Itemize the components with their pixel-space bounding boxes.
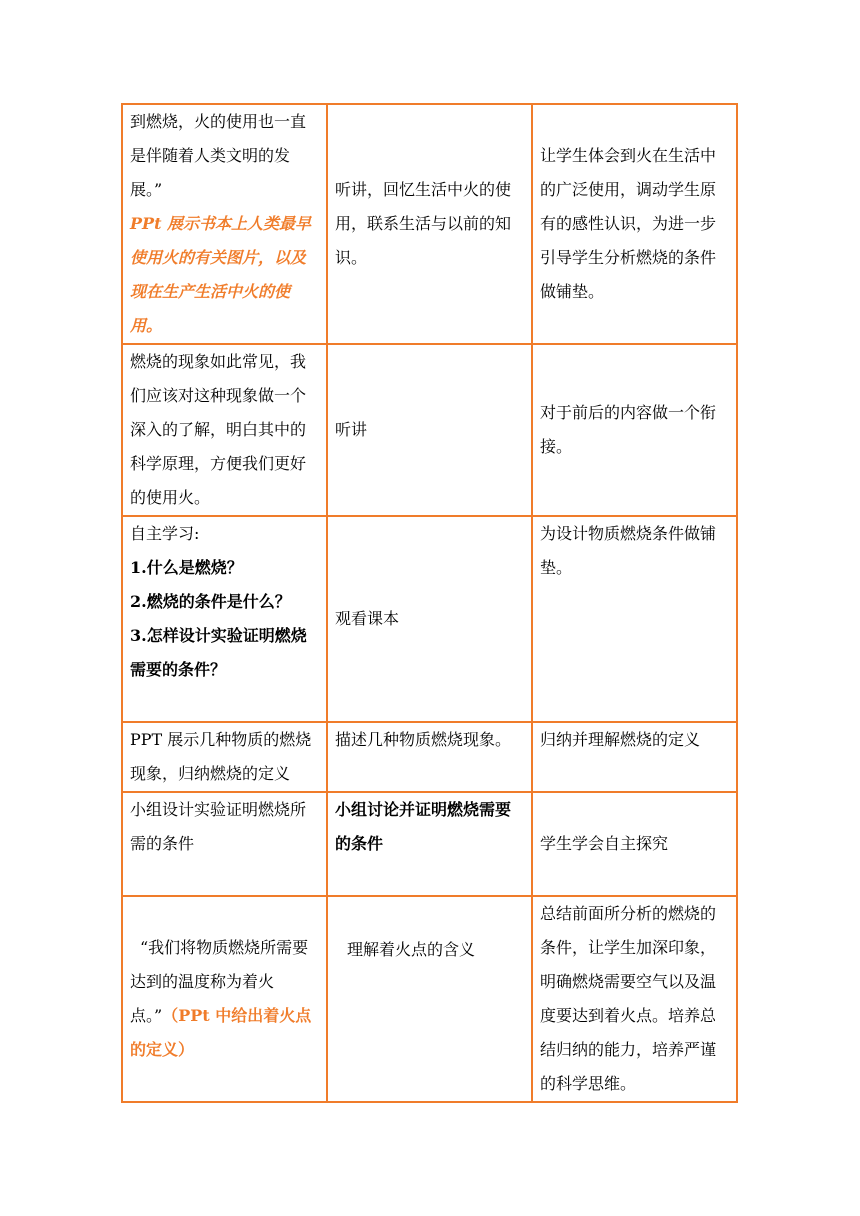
student-activity-text: 描述几种物质燃烧现象。 — [335, 730, 512, 749]
student-activity-text: 理解着火点的含义 — [347, 940, 476, 959]
teacher-activity-text: PPT 展示几种物质的燃烧现象，归纳燃烧的定义 — [130, 730, 312, 783]
student-activity-text: 观看课本 — [335, 609, 400, 628]
teacher-activity-cell — [122, 896, 327, 1102]
lesson-plan-table — [121, 103, 738, 1103]
ppt-note: （PPt 中给出着火点的定义） — [130, 1006, 312, 1059]
teacher-activity-cell — [122, 344, 327, 516]
design-purpose-text: 总结前面所分析的燃烧的条件，让学生加深印象，明确燃烧需要空气以及温度要达到着火点。培养总结归纳的能力，培养严谨的科学思维。 — [540, 904, 717, 1093]
design-purpose-text: 让学生体会到火在生活中的广泛使用，调动学生原有的感性认识，为进一步引导学生分析燃烧的条件做铺垫。 — [540, 146, 717, 301]
table-row — [122, 792, 737, 896]
table-row — [122, 896, 737, 1102]
teacher-activity-cell — [122, 104, 327, 344]
design-purpose-text: 归纳并理解燃烧的定义 — [540, 730, 701, 749]
ppt-note: PPt 展示书本上人类最早使用火的有关图片，以及现在生产生活中火的使用。 — [130, 214, 312, 335]
design-purpose-cell — [532, 344, 737, 516]
student-activity-cell — [327, 896, 532, 1102]
design-purpose-cell — [532, 104, 737, 344]
question-item: 1.什么是燃烧？ — [130, 558, 243, 577]
student-activity-text: 小组讨论并证明燃烧需要的条件 — [335, 800, 512, 853]
table-row — [122, 516, 737, 722]
teacher-activity-text: 燃烧的现象如此常见，我们应该对这种现象做一个深入的了解，明白其中的科学原理，方便我们更好的使用火。 — [130, 352, 307, 507]
design-purpose-cell — [532, 792, 737, 896]
design-purpose-cell — [532, 722, 737, 792]
teacher-activity-cell — [122, 516, 327, 722]
student-activity-cell — [327, 104, 532, 344]
design-purpose-cell — [532, 896, 737, 1102]
student-activity-text: 听讲 — [335, 420, 368, 439]
student-activity-cell — [327, 722, 532, 792]
teacher-activity-cell — [122, 792, 327, 896]
teacher-activity-cell — [122, 722, 327, 792]
question-item: 2.燃烧的条件是什么？ — [130, 592, 291, 611]
teacher-activity-text: “我们将物质燃烧所需要达到的温度称为着火点。” — [130, 938, 309, 1025]
student-activity-cell — [327, 344, 532, 516]
self-study-heading: 自主学习: — [130, 524, 200, 543]
student-activity-cell — [327, 792, 532, 896]
design-purpose-text: 对于前后的内容做一个衔接。 — [540, 403, 717, 456]
question-item: 3.怎样设计实验证明燃烧需要的条件？ — [130, 626, 307, 679]
teacher-activity-text: 到燃烧，火的使用也一直是伴随着人类文明的发展。” — [130, 112, 307, 199]
table-row — [122, 104, 737, 344]
design-purpose-text: 学生学会自主探究 — [540, 834, 669, 853]
table-row — [122, 344, 737, 516]
student-activity-text: 听讲，回忆生活中火的使用，联系生活与以前的知识。 — [335, 180, 512, 267]
student-activity-cell — [327, 516, 532, 722]
design-purpose-text: 为设计物质燃烧条件做铺垫。 — [540, 524, 717, 577]
table-row — [122, 722, 737, 792]
design-purpose-cell — [532, 516, 737, 722]
teacher-activity-text: 小组设计实验证明燃烧所需的条件 — [130, 800, 307, 853]
